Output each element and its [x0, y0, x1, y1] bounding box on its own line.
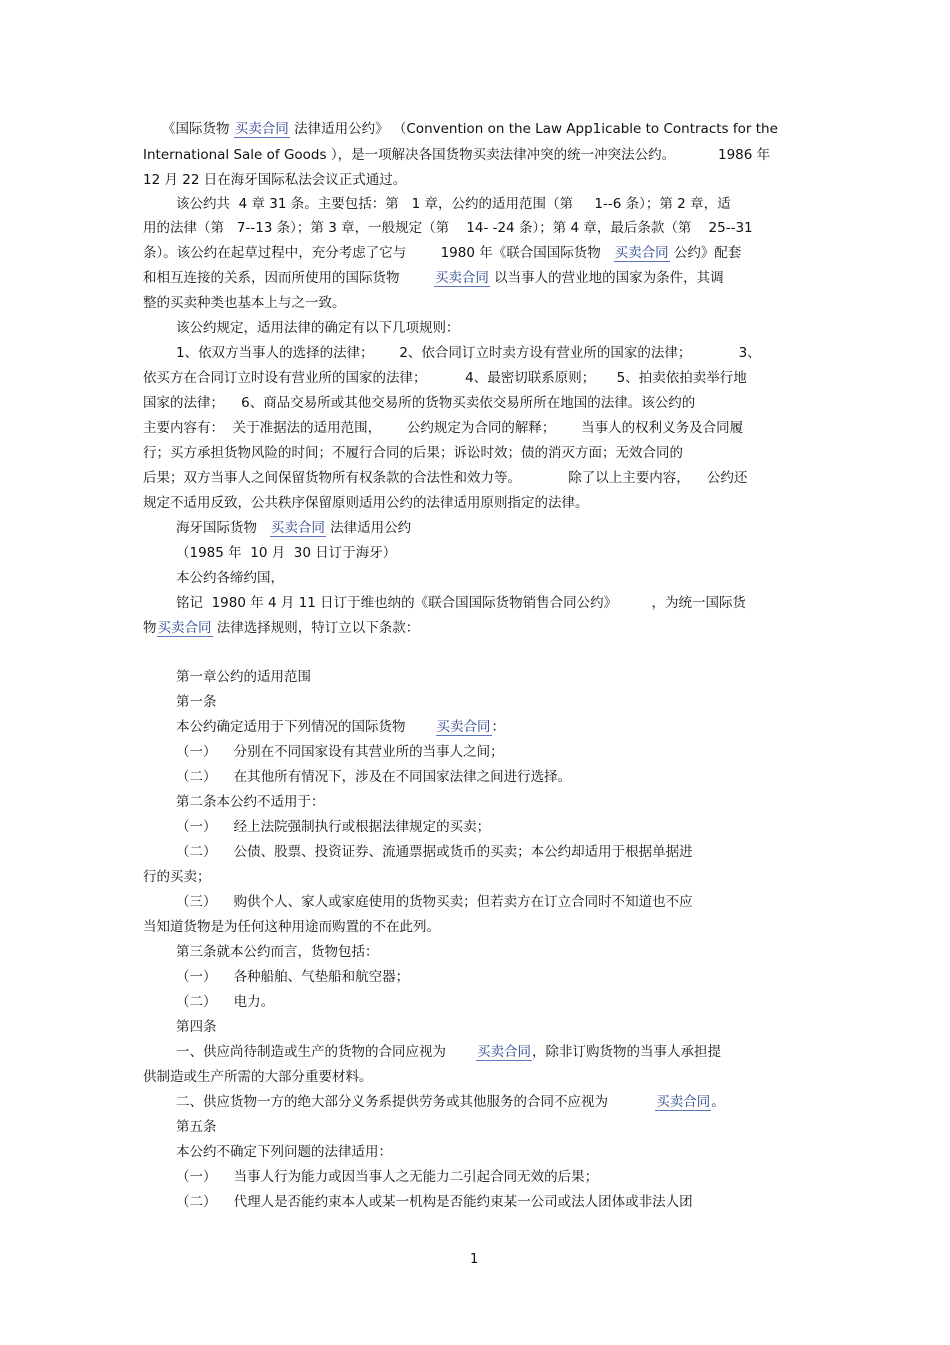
text-line	[143, 269, 724, 287]
text-segment: 公约》配套	[669, 245, 742, 261]
text-segment: 《国际货物	[162, 121, 234, 137]
text-line: 供制造或生产所需的大部分重要材料。	[143, 1069, 373, 1085]
text-line: （二） 代理人是否能约束本人或某一机构是否能约束某一公司或法人团体或非法人团	[176, 1194, 693, 1210]
text-segment: 和相互连接的关系，因而所使用的国际货物	[143, 270, 434, 286]
contract-link[interactable]: 买卖合同	[234, 121, 289, 137]
text-line: 1、依双方当事人的选择的法律； 2、依合同订立时卖方设有营业所的国家的法律； 3、	[176, 345, 761, 361]
text-segment: 法律适用公约》 （Convention on the Law App1icable to Contracts for the	[289, 121, 778, 137]
text-line: 依买方在合同订立时设有营业所的国家的法律； 4、最密切联系原则； 5、拍卖依拍卖举行地	[143, 370, 747, 386]
text-line: International Sale of Goods ），是一项解决各国货物买卖法律冲突的统一冲突法公约。 1986 年	[143, 147, 771, 163]
text-line: （二） 在其他所有情况下，涉及在不同国家法律之间进行选择。	[176, 769, 572, 785]
text-segment: 法律选择规则，特订立以下条款：	[212, 620, 420, 636]
text-line: 第四条	[176, 1019, 217, 1035]
text-line: 12 月 22 日在海牙国际私法会议正式通过。	[143, 172, 407, 188]
text-segment: 物	[143, 620, 157, 636]
page-number: 1	[470, 1252, 479, 1267]
text-line: （1985 年 10 月 30 日订于海牙）	[176, 545, 397, 561]
text-line: 行的买卖；	[143, 869, 211, 885]
text-segment: 法律适用公约	[325, 520, 412, 536]
text-line: 后果；双方当事人之间保留货物所有权条款的合法性和效力等。 除了以上主要内容， 公约还	[143, 470, 748, 486]
text-line: 当知道货物是为任何这种用途而购置的不在此列。	[143, 919, 440, 935]
contract-link[interactable]: 买卖合同	[270, 520, 325, 536]
text-line: （二） 公债、股票、投资证券、流通票据或货币的买卖；本公约却适用于根据单据进	[176, 844, 693, 860]
text-line: 主要内容有： 关于准据法的适用范围， 公约规定为合同的解释； 当事人的权利义务及合同履	[143, 420, 744, 436]
text-line: 该公约共 4 章 31 条。主要包括：第 1 章，公约的适用范围（第 1--6 条）；第 2 章，适	[176, 196, 731, 212]
contract-link[interactable]: 买卖合同	[614, 245, 669, 261]
contract-link[interactable]: 买卖合同	[477, 1044, 532, 1060]
text-line	[176, 718, 505, 736]
text-segment: 条）。该公约在起草过程中，充分考虑了它与 1980 年《联合国国际货物	[143, 245, 614, 261]
contract-link[interactable]: 买卖合同	[436, 719, 491, 735]
text-line	[176, 1093, 725, 1111]
text-segment: ，除非订购货物的当事人承担提	[532, 1044, 722, 1060]
text-segment: ：	[491, 719, 506, 735]
text-line: （一） 当事人行为能力或因当事人之无能力二引起合同无效的后果；	[176, 1169, 599, 1185]
text-line: 国家的法律； 6、商品交易所或其他交易所的货物买卖依交易所所在地国的法律。该公约的	[143, 395, 696, 411]
text-line	[162, 120, 778, 138]
text-line	[176, 1043, 721, 1061]
text-line: 第一章公约的适用范围	[176, 669, 311, 685]
text-line: 第二条本公约不适用于：	[176, 794, 325, 810]
contract-link[interactable]: 买卖合同	[434, 270, 489, 286]
text-line: 第三条就本公约而言，货物包括：	[176, 944, 379, 960]
text-line: 整的买卖种类也基本上与之一致。	[143, 295, 346, 311]
text-segment: 以当事人的营业地的国家为条件，其调	[489, 270, 724, 286]
contract-link[interactable]: 买卖合同	[656, 1094, 711, 1110]
text-line: 用的法律（第 7--13 条）；第 3 章，一般规定（第 14- -24 条）；第 4 章，最后条款（第 25--31	[143, 220, 753, 236]
text-segment: 一、供应尚待制造或生产的货物的合同应视为	[176, 1044, 477, 1060]
text-line: 行；买方承担货物风险的时间；不履行合同的后果；诉讼时效；债的消灭方面；无效合同的	[143, 445, 683, 461]
text-line: （一） 经上法院强制执行或根据法律规定的买卖；	[176, 819, 491, 835]
text-line: 铭记 1980 年 4 月 11 日订于维也纳的《联合国国际货物销售合同公约》 ，为统一国际货	[176, 595, 746, 611]
text-line: 该公约规定，适用法律的确定有以下几项规则：	[176, 320, 460, 336]
text-line	[176, 519, 411, 537]
text-line: 规定不适用反致，公共秩序保留原则适用公约的法律适用原则指定的法律。	[143, 495, 589, 511]
text-line: （一） 分别在不同国家设有其营业所的当事人之间；	[176, 744, 504, 760]
contract-link[interactable]: 买卖合同	[157, 620, 212, 636]
text-line: （二） 电力。	[176, 994, 275, 1010]
text-line: 第五条	[176, 1119, 217, 1135]
text-line: 第一条	[176, 694, 217, 710]
text-segment: 。	[711, 1094, 725, 1110]
text-segment: 二、供应货物一方的绝大部分义务系提供劳务或其他服务的合同不应视为	[176, 1094, 656, 1110]
text-line	[143, 619, 419, 637]
text-line: 本公约不确定下列问题的法律适用：	[176, 1144, 392, 1160]
text-line: （一） 各种船舶、气垫船和航空器；	[176, 969, 410, 985]
text-segment: 本公约确定适用于下列情况的国际货物	[176, 719, 436, 735]
text-line: 本公约各缔约国，	[176, 570, 284, 586]
text-segment: 海牙国际货物	[176, 520, 270, 536]
text-line	[143, 244, 741, 262]
text-line: （三） 购供个人、家人或家庭使用的货物买卖；但若卖方在订立合同时不知道也不应	[176, 894, 693, 910]
